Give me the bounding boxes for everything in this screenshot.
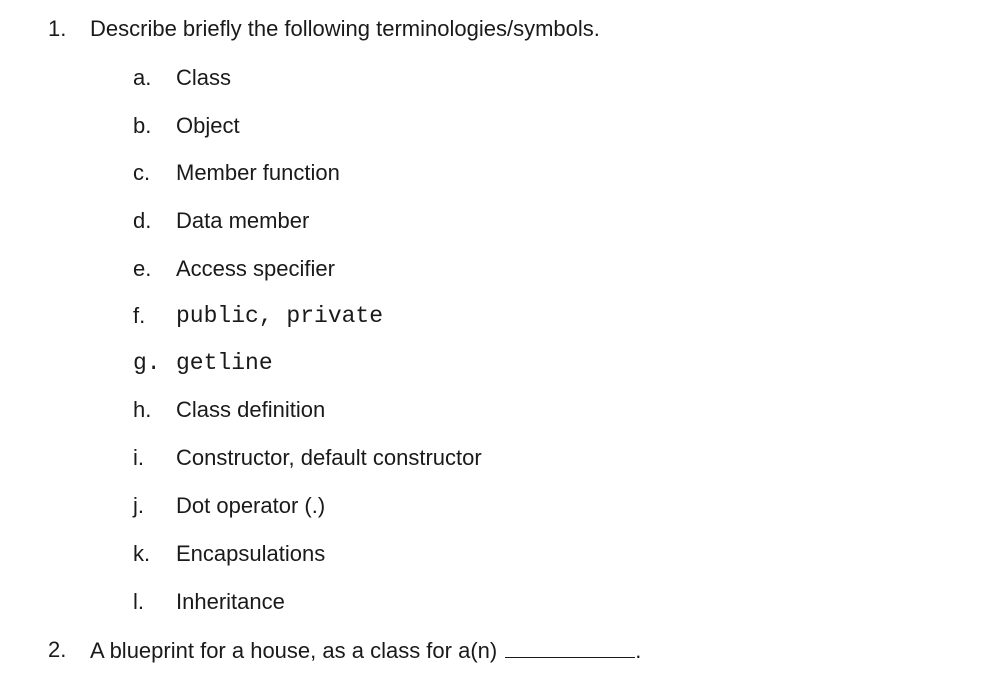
item-text: Access specifier: [176, 256, 335, 281]
item-text: Class definition: [176, 397, 326, 422]
question-text-wrapper: [90, 637, 641, 664]
item-letter: k.: [133, 541, 151, 566]
item-text: getline: [176, 350, 273, 376]
item-text: Member function: [176, 160, 340, 185]
question-text: Describe briefly the following terminologies/symbols.: [90, 16, 600, 41]
item-text: Class: [176, 65, 232, 90]
item-text: Encapsulations: [176, 541, 326, 566]
item-letter: c.: [133, 160, 151, 185]
item-text: Dot operator (.): [176, 493, 326, 518]
item-letter: d.: [133, 208, 152, 233]
question-suffix: .: [635, 638, 642, 663]
item-letter: h.: [133, 397, 152, 422]
item-text: public, private: [176, 303, 384, 329]
item-text: Object: [176, 113, 240, 138]
answer-blank: [505, 637, 635, 658]
question-text: A blueprint for a house, as a class for a(n): [90, 638, 498, 663]
item-letter: i.: [133, 445, 144, 470]
item-letter: a.: [133, 65, 152, 90]
item-letter: b.: [133, 113, 152, 138]
item-letter: f.: [133, 303, 146, 328]
item-text: Data member: [176, 208, 310, 233]
question-number: 1.: [48, 16, 67, 41]
item-letter: j.: [133, 493, 144, 518]
item-text: Constructor, default constructor: [176, 445, 482, 470]
item-letter: l.: [133, 589, 144, 614]
item-letter: e.: [133, 256, 152, 281]
item-letter: g.: [133, 350, 161, 376]
question-number: 2.: [48, 637, 67, 662]
item-text: Inheritance: [176, 589, 285, 614]
